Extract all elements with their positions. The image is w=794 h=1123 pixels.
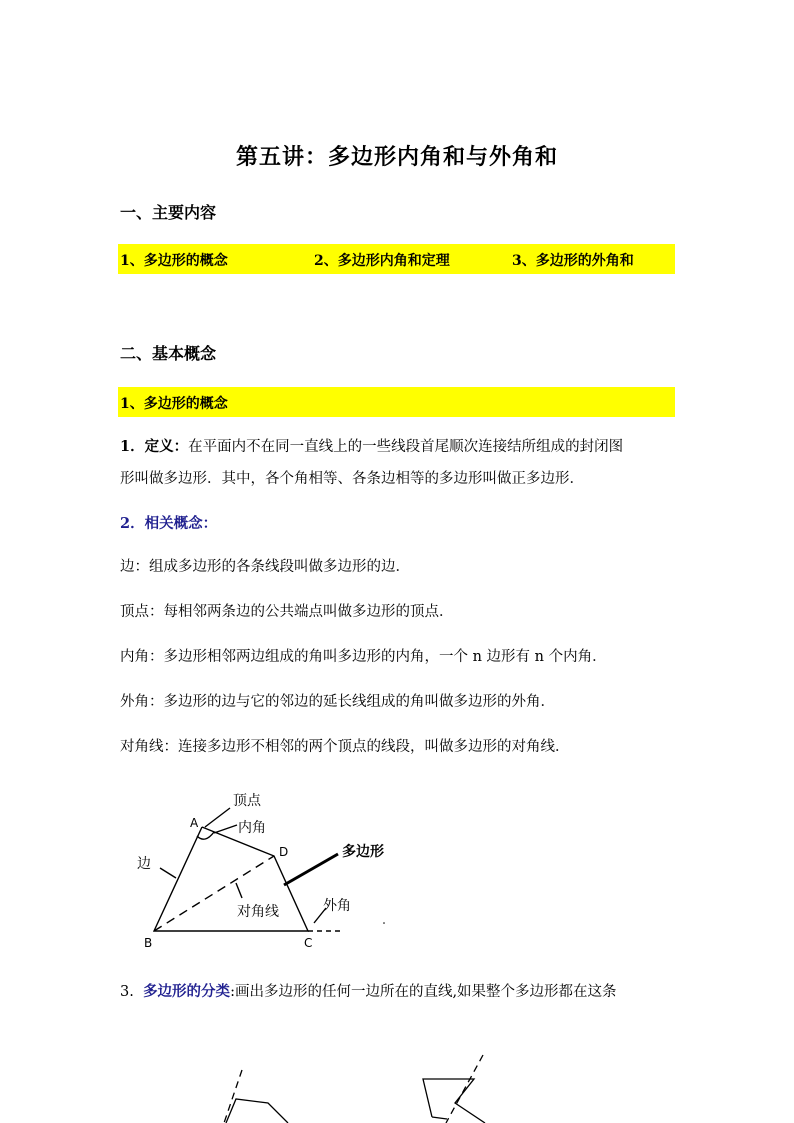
classification-figures [0,1040,794,1123]
figure1-polygon [226,1099,288,1123]
page-title: 第五讲：多边形内角和与外角和 [235,144,558,170]
stray-dot [383,922,385,924]
vertex-pointer [205,808,230,827]
polygon-pointer [284,854,338,885]
polygon-outline [154,827,308,931]
definition-line-2: 形叫做多边形．其中，各个角相等、各条边相等的多边形叫做正多边形． [120,471,584,487]
classification-label: 多边形的分类 [143,983,231,1000]
label-polygon: 多边形 [342,844,384,860]
diagonal-pointer [236,883,242,898]
section-heading-basic-concepts: 二、基本概念 [120,344,217,363]
concept-exterior-angle: 外角：多边形的边与它的邻边的延长线组成的角叫做多边形的外角． [120,694,555,710]
definition-text-1: 在平面内不在同一直线上的一些线段首尾顺次连接结所组成的封闭图 [188,439,624,455]
label-C: C [304,936,313,950]
label-diagonal: 对角线 [237,904,279,920]
label-B: B [144,936,153,950]
definition-label: 1．定义： [120,438,189,455]
label-edge: 边 [137,856,151,872]
edge-pointer [160,868,176,878]
concept-vertex: 顶点：每相邻两条边的公共端点叫做多边形的顶点． [120,604,454,620]
subsection-heading: 1、多边形的概念 [120,396,228,412]
topic-item-2: 2、多边形内角和定理 [314,253,450,269]
figure2-line [446,1055,483,1123]
polygon-diagram [0,770,794,970]
label-exterior-angle: 外角 [323,898,351,914]
label-A: A [190,816,199,830]
definition-line-1 [120,437,623,457]
section-heading-main-content: 一、主要内容 [120,203,217,222]
label-vertex: 顶点 [233,793,261,809]
classification-text: :画出多边形的任何一边所在的直线,如果整个多边形都在这条 [230,984,617,1000]
concept-edge: 边：组成多边形的各条线段叫做多边形的边． [120,559,410,575]
label-D: D [279,845,289,859]
highlight-bar-topics [118,244,675,274]
figure2-edge [432,1117,447,1119]
topic-item-1: 1、多边形的概念 [120,253,228,269]
figure1-line [224,1070,242,1123]
related-concepts-label: 2．相关概念： [120,515,218,532]
interior-pointer [214,825,237,833]
highlight-bar-concept [118,387,675,417]
concept-diagonal: 对角线：连接多边形不相邻的两个顶点的线段，叫做多边形的对角线． [120,739,570,755]
classification-line [120,982,617,1002]
concept-interior-angle: 内角：多边形相邻两边组成的角叫多边形的内角，一个 n 边形有 n 个内角． [120,649,607,665]
label-interior-angle: 内角 [238,820,266,836]
topic-item-3: 3、多边形的外角和 [512,253,634,269]
classification-number: 3. [120,984,134,1000]
